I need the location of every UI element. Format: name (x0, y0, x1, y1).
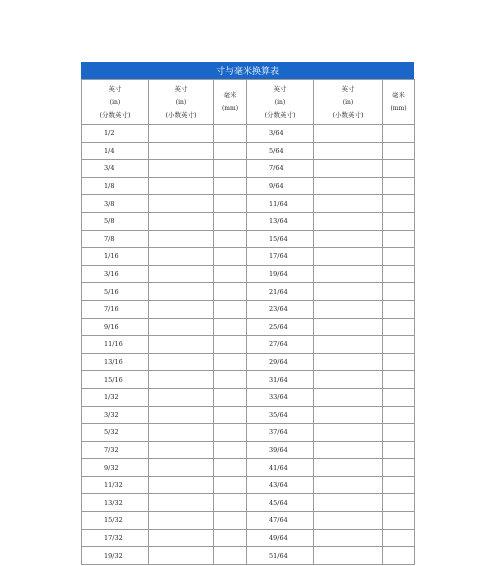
fraction-right-cell: 49/64 (247, 529, 314, 547)
mm-right-cell (383, 212, 415, 230)
table-row (82, 353, 415, 371)
mm-left-cell (214, 195, 247, 213)
header-sub: (分数英寸) (99, 110, 131, 119)
decimal-left-cell (149, 125, 214, 143)
fraction-right-cell: 21/64 (247, 283, 314, 301)
decimal-left-cell (149, 406, 214, 424)
fraction-right-cell: 37/64 (247, 424, 314, 442)
mm-left-cell (214, 353, 247, 371)
fraction-left-cell: 5/32 (82, 424, 149, 442)
fraction-right-cell: 11/64 (247, 195, 314, 213)
fraction-left-cell: 11/32 (82, 476, 149, 494)
fraction-left-cell: 7/32 (82, 441, 149, 459)
table-row (82, 406, 415, 424)
fraction-right-cell: 27/64 (247, 336, 314, 354)
decimal-left-cell (149, 318, 214, 336)
mm-right-cell (383, 142, 415, 160)
conversion-table (81, 79, 415, 565)
fraction-left-cell: 15/32 (82, 512, 149, 530)
header-inch-fraction-left (82, 80, 149, 125)
fraction-left-cell: 9/16 (82, 318, 149, 336)
mm-right-cell (383, 265, 415, 283)
fraction-right-cell: 41/64 (247, 459, 314, 477)
mm-left-cell (214, 212, 247, 230)
mm-right-cell (383, 160, 415, 178)
mm-left-cell (214, 547, 247, 565)
table-row (82, 300, 415, 318)
decimal-left-cell (149, 195, 214, 213)
mm-left-cell (214, 388, 247, 406)
mm-right-cell (383, 388, 415, 406)
fraction-left-cell: 7/16 (82, 300, 149, 318)
decimal-left-cell (149, 529, 214, 547)
mm-left-cell (214, 529, 247, 547)
decimal-right-cell (314, 212, 383, 230)
fraction-left-cell: 1/16 (82, 248, 149, 266)
decimal-left-cell (149, 494, 214, 512)
header-label: 毫米 (223, 91, 237, 99)
header-sub: (小数英寸) (332, 110, 364, 119)
decimal-right-cell (314, 512, 383, 530)
decimal-right-cell (314, 283, 383, 301)
header-row (82, 80, 415, 125)
mm-left-cell (214, 371, 247, 389)
fraction-right-cell: 15/64 (247, 230, 314, 248)
mm-right-cell (383, 494, 415, 512)
fraction-left-cell: 11/16 (82, 336, 149, 354)
table-row (82, 336, 415, 354)
fraction-left-cell: 13/16 (82, 353, 149, 371)
mm-left-cell (214, 160, 247, 178)
decimal-right-cell (314, 177, 383, 195)
mm-right-cell (383, 248, 415, 266)
header-mm-left (214, 80, 247, 125)
decimal-left-cell (149, 160, 214, 178)
mm-left-cell (214, 248, 247, 266)
fraction-right-cell: 3/64 (247, 125, 314, 143)
fraction-left-cell: 3/8 (82, 195, 149, 213)
table-row (82, 195, 415, 213)
fraction-left-cell: 3/16 (82, 265, 149, 283)
table-row (82, 212, 415, 230)
mm-right-cell (383, 547, 415, 565)
decimal-right-cell (314, 318, 383, 336)
mm-right-cell (383, 406, 415, 424)
fraction-left-cell: 1/8 (82, 177, 149, 195)
header-unit: (in) (274, 98, 286, 106)
table-row (82, 494, 415, 512)
fraction-right-cell: 17/64 (247, 248, 314, 266)
fraction-right-cell: 9/64 (247, 177, 314, 195)
mm-right-cell (383, 177, 415, 195)
fraction-left-cell: 5/8 (82, 212, 149, 230)
conversion-sheet (81, 62, 414, 565)
header-unit: (mm) (390, 105, 407, 112)
decimal-right-cell (314, 300, 383, 318)
fraction-right-cell: 43/64 (247, 476, 314, 494)
table-row (82, 441, 415, 459)
header-label: 英寸 (341, 84, 355, 93)
fraction-right-cell: 23/64 (247, 300, 314, 318)
mm-left-cell (214, 459, 247, 477)
decimal-left-cell (149, 459, 214, 477)
fraction-right-cell: 35/64 (247, 406, 314, 424)
mm-right-cell (383, 318, 415, 336)
mm-left-cell (214, 300, 247, 318)
decimal-left-cell (149, 441, 214, 459)
header-unit: (in) (175, 98, 187, 106)
decimal-right-cell (314, 195, 383, 213)
decimal-right-cell (314, 125, 383, 143)
fraction-right-cell: 31/64 (247, 371, 314, 389)
decimal-right-cell (314, 248, 383, 266)
decimal-right-cell (314, 459, 383, 477)
mm-left-cell (214, 177, 247, 195)
decimal-right-cell (314, 388, 383, 406)
decimal-right-cell (314, 265, 383, 283)
fraction-left-cell: 9/32 (82, 459, 149, 477)
header-unit: (in) (342, 98, 354, 106)
mm-right-cell (383, 476, 415, 494)
header-label: 英寸 (174, 84, 188, 93)
header-mm-right (383, 80, 415, 125)
fraction-left-cell: 1/32 (82, 388, 149, 406)
fraction-left-cell: 5/16 (82, 283, 149, 301)
decimal-right-cell (314, 336, 383, 354)
decimal-left-cell (149, 248, 214, 266)
mm-left-cell (214, 336, 247, 354)
decimal-left-cell (149, 300, 214, 318)
table-row (82, 547, 415, 565)
table-row (82, 265, 415, 283)
mm-left-cell (214, 441, 247, 459)
fraction-right-cell: 19/64 (247, 265, 314, 283)
mm-right-cell (383, 195, 415, 213)
mm-left-cell (214, 142, 247, 160)
decimal-right-cell (314, 142, 383, 160)
decimal-left-cell (149, 142, 214, 160)
table-row (82, 476, 415, 494)
fraction-left-cell: 7/8 (82, 230, 149, 248)
table-body (82, 125, 415, 565)
mm-right-cell (383, 512, 415, 530)
decimal-left-cell (149, 371, 214, 389)
fraction-right-cell: 29/64 (247, 353, 314, 371)
table-row (82, 529, 415, 547)
mm-left-cell (214, 318, 247, 336)
decimal-left-cell (149, 353, 214, 371)
fraction-left-cell: 3/32 (82, 406, 149, 424)
header-label: 英寸 (273, 84, 287, 93)
table-row (82, 160, 415, 178)
mm-left-cell (214, 230, 247, 248)
fraction-right-cell: 45/64 (247, 494, 314, 512)
table-row (82, 459, 415, 477)
fraction-right-cell: 33/64 (247, 388, 314, 406)
mm-right-cell (383, 336, 415, 354)
table-row (82, 177, 415, 195)
table-row (82, 283, 415, 301)
table-row (82, 512, 415, 530)
header-sub: (分数英寸) (264, 110, 296, 119)
mm-right-cell (383, 459, 415, 477)
mm-right-cell (383, 441, 415, 459)
table-title: 寸与毫米换算表 (81, 62, 414, 79)
table-row (82, 142, 415, 160)
header-inch-decimal-right (314, 80, 383, 125)
header-label: 英寸 (108, 84, 122, 93)
decimal-left-cell (149, 283, 214, 301)
fraction-right-cell: 47/64 (247, 512, 314, 530)
mm-left-cell (214, 283, 247, 301)
decimal-right-cell (314, 371, 383, 389)
fraction-left-cell: 1/2 (82, 125, 149, 143)
decimal-right-cell (314, 353, 383, 371)
fraction-right-cell: 5/64 (247, 142, 314, 160)
fraction-right-cell: 39/64 (247, 441, 314, 459)
table-row (82, 424, 415, 442)
fraction-left-cell: 3/4 (82, 160, 149, 178)
fraction-right-cell: 25/64 (247, 318, 314, 336)
decimal-left-cell (149, 512, 214, 530)
table-row (82, 318, 415, 336)
decimal-right-cell (314, 230, 383, 248)
mm-left-cell (214, 125, 247, 143)
decimal-right-cell (314, 547, 383, 565)
mm-right-cell (383, 424, 415, 442)
mm-left-cell (214, 476, 247, 494)
header-inch-fraction-right (247, 80, 314, 125)
mm-left-cell (214, 265, 247, 283)
mm-left-cell (214, 512, 247, 530)
mm-right-cell (383, 283, 415, 301)
decimal-right-cell (314, 476, 383, 494)
decimal-right-cell (314, 406, 383, 424)
decimal-left-cell (149, 336, 214, 354)
header-sub: (小数英寸) (165, 110, 197, 119)
decimal-left-cell (149, 547, 214, 565)
decimal-left-cell (149, 388, 214, 406)
decimal-left-cell (149, 212, 214, 230)
mm-right-cell (383, 529, 415, 547)
header-inch-decimal-left (149, 80, 214, 125)
fraction-left-cell: 13/32 (82, 494, 149, 512)
fraction-left-cell: 19/32 (82, 547, 149, 565)
header-unit: (in) (109, 98, 121, 106)
header-unit: (mm) (221, 105, 239, 112)
table-row (82, 125, 415, 143)
decimal-left-cell (149, 230, 214, 248)
mm-right-cell (383, 125, 415, 143)
decimal-right-cell (314, 424, 383, 442)
table-row (82, 248, 415, 266)
mm-left-cell (214, 406, 247, 424)
mm-right-cell (383, 300, 415, 318)
decimal-right-cell (314, 441, 383, 459)
fraction-left-cell: 1/4 (82, 142, 149, 160)
decimal-right-cell (314, 529, 383, 547)
table-row (82, 388, 415, 406)
mm-right-cell (383, 371, 415, 389)
table-row (82, 371, 415, 389)
decimal-left-cell (149, 476, 214, 494)
decimal-left-cell (149, 265, 214, 283)
decimal-right-cell (314, 494, 383, 512)
fraction-left-cell: 17/32 (82, 529, 149, 547)
decimal-left-cell (149, 177, 214, 195)
mm-left-cell (214, 494, 247, 512)
mm-right-cell (383, 353, 415, 371)
mm-right-cell (383, 230, 415, 248)
fraction-right-cell: 7/64 (247, 160, 314, 178)
header-label: 毫米 (392, 91, 405, 99)
fraction-left-cell: 15/16 (82, 371, 149, 389)
mm-left-cell (214, 424, 247, 442)
decimal-right-cell (314, 160, 383, 178)
fraction-right-cell: 51/64 (247, 547, 314, 565)
fraction-right-cell: 13/64 (247, 212, 314, 230)
table-row (82, 230, 415, 248)
decimal-left-cell (149, 424, 214, 442)
